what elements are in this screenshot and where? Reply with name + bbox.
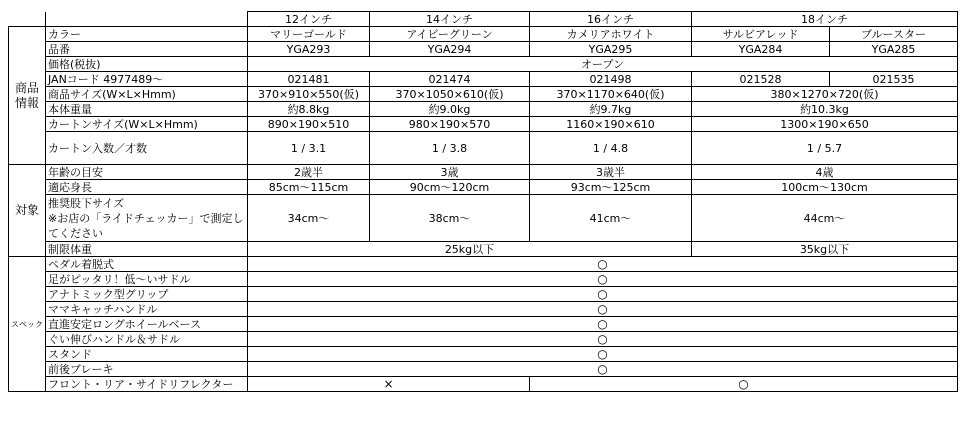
price-cell: オープン	[248, 57, 958, 72]
product-size-cell: 380×1270×720(仮)	[692, 87, 958, 102]
model-cell: YGA294	[370, 42, 530, 57]
model-cell: YGA285	[830, 42, 958, 57]
spec-table	[8, 11, 958, 392]
corner-cell	[9, 12, 46, 27]
row-label: カラー	[46, 27, 248, 42]
row-label: 推奨股下サイズ ※お店の「ライドチェッカー」で測定してください	[46, 195, 248, 242]
table-row	[9, 27, 958, 42]
jan-cell: 021498	[530, 72, 692, 87]
carton-qty-cell: 1 / 3.1	[248, 132, 370, 165]
table-row	[9, 272, 958, 287]
row-label: JANコード 4977489～	[46, 72, 248, 87]
color-cell: ブルースター	[830, 27, 958, 42]
size-16: 16インチ	[530, 12, 692, 27]
table-row	[9, 102, 958, 117]
carton-size-cell: 890×190×510	[248, 117, 370, 132]
table-row	[9, 257, 958, 272]
age-cell: 2歳半	[248, 165, 370, 180]
row-label: 品番	[46, 42, 248, 57]
feature-mark: ○	[248, 257, 958, 272]
row-label: 商品サイズ(W×L×Hmm)	[46, 87, 248, 102]
inseam-cell: 41cm～	[530, 195, 692, 242]
table-row	[9, 347, 958, 362]
row-label: フロント・リア・サイドリフレクター	[46, 377, 248, 392]
row-label: ペダル着脱式	[46, 257, 248, 272]
carton-qty-cell: 1 / 5.7	[692, 132, 958, 165]
table-row	[9, 180, 958, 195]
feature-mark: ○	[248, 272, 958, 287]
group-target: 対象	[9, 165, 46, 257]
feature-mark: ○	[248, 332, 958, 347]
max-weight-cell: 35kg以下	[692, 242, 958, 257]
row-label: 直進安定ロングホイールベース	[46, 317, 248, 332]
row-label: 制限体重	[46, 242, 248, 257]
row-label: 価格(税抜)	[46, 57, 248, 72]
feature-mark: ○	[248, 362, 958, 377]
jan-cell: 021481	[248, 72, 370, 87]
inseam-cell: 44cm～	[692, 195, 958, 242]
jan-cell: 021528	[692, 72, 830, 87]
age-cell: 3歳	[370, 165, 530, 180]
row-label: アナトミック型グリップ	[46, 287, 248, 302]
table-row	[9, 362, 958, 377]
table-row	[9, 165, 958, 180]
row-label: 本体重量	[46, 102, 248, 117]
carton-size-cell: 1160×190×610	[530, 117, 692, 132]
corner-cell	[46, 12, 248, 27]
group-product-info: 商品 情報	[9, 27, 46, 165]
row-label: スタンド	[46, 347, 248, 362]
table-row	[9, 302, 958, 317]
feature-mark: ○	[248, 287, 958, 302]
weight-cell: 約9.7kg	[530, 102, 692, 117]
carton-size-cell: 980×190×570	[370, 117, 530, 132]
group-spec: スペック	[9, 257, 46, 392]
size-18: 18インチ	[692, 12, 958, 27]
table-row	[9, 377, 958, 392]
color-cell: サルビアレッド	[692, 27, 830, 42]
row-label: 前後ブレーキ	[46, 362, 248, 377]
feature-mark: ○	[248, 317, 958, 332]
inseam-cell: 38cm～	[370, 195, 530, 242]
carton-size-cell: 1300×190×650	[692, 117, 958, 132]
size-12: 12インチ	[248, 12, 370, 27]
table-row	[9, 332, 958, 347]
weight-cell: 約9.0kg	[370, 102, 530, 117]
jan-cell: 021474	[370, 72, 530, 87]
table-row	[9, 195, 958, 242]
row-label: ぐい伸びハンドル＆サドル	[46, 332, 248, 347]
color-cell: カメリアホワイト	[530, 27, 692, 42]
table-row	[9, 317, 958, 332]
age-cell: 4歳	[692, 165, 958, 180]
product-size-cell: 370×1170×640(仮)	[530, 87, 692, 102]
row-label: 適応身長	[46, 180, 248, 195]
row-label: ママキャッチハンドル	[46, 302, 248, 317]
jan-cell: 021535	[830, 72, 958, 87]
table-row	[9, 287, 958, 302]
max-weight-cell: 25kg以下	[248, 242, 692, 257]
weight-cell: 約10.3kg	[692, 102, 958, 117]
table-row	[9, 132, 958, 165]
feature-mark: ○	[248, 347, 958, 362]
table-row	[9, 57, 958, 72]
row-label: 足がピッタリ！低～いサドル	[46, 272, 248, 287]
reflector-mark-large: ○	[530, 377, 958, 392]
row-label: カートンサイズ(W×L×Hmm)	[46, 117, 248, 132]
age-cell: 3歳半	[530, 165, 692, 180]
height-cell: 90cm～120cm	[370, 180, 530, 195]
inseam-cell: 34cm～	[248, 195, 370, 242]
row-label: 年齢の目安	[46, 165, 248, 180]
carton-qty-cell: 1 / 4.8	[530, 132, 692, 165]
product-size-cell: 370×910×550(仮)	[248, 87, 370, 102]
reflector-mark-small: ×	[248, 377, 530, 392]
row-label: カートン入数／才数	[46, 132, 248, 165]
height-cell: 100cm～130cm	[692, 180, 958, 195]
table-row	[9, 87, 958, 102]
weight-cell: 約8.8kg	[248, 102, 370, 117]
size-header-row	[9, 12, 958, 27]
color-cell: アイビーグリーン	[370, 27, 530, 42]
size-14: 14インチ	[370, 12, 530, 27]
table-row	[9, 117, 958, 132]
carton-qty-cell: 1 / 3.8	[370, 132, 530, 165]
feature-mark: ○	[248, 302, 958, 317]
height-cell: 85cm～115cm	[248, 180, 370, 195]
color-cell: マリーゴールド	[248, 27, 370, 42]
table-row	[9, 72, 958, 87]
product-size-cell: 370×1050×610(仮)	[370, 87, 530, 102]
model-cell: YGA284	[692, 42, 830, 57]
table-row	[9, 42, 958, 57]
height-cell: 93cm～125cm	[530, 180, 692, 195]
model-cell: YGA295	[530, 42, 692, 57]
model-cell: YGA293	[248, 42, 370, 57]
table-row	[9, 242, 958, 257]
